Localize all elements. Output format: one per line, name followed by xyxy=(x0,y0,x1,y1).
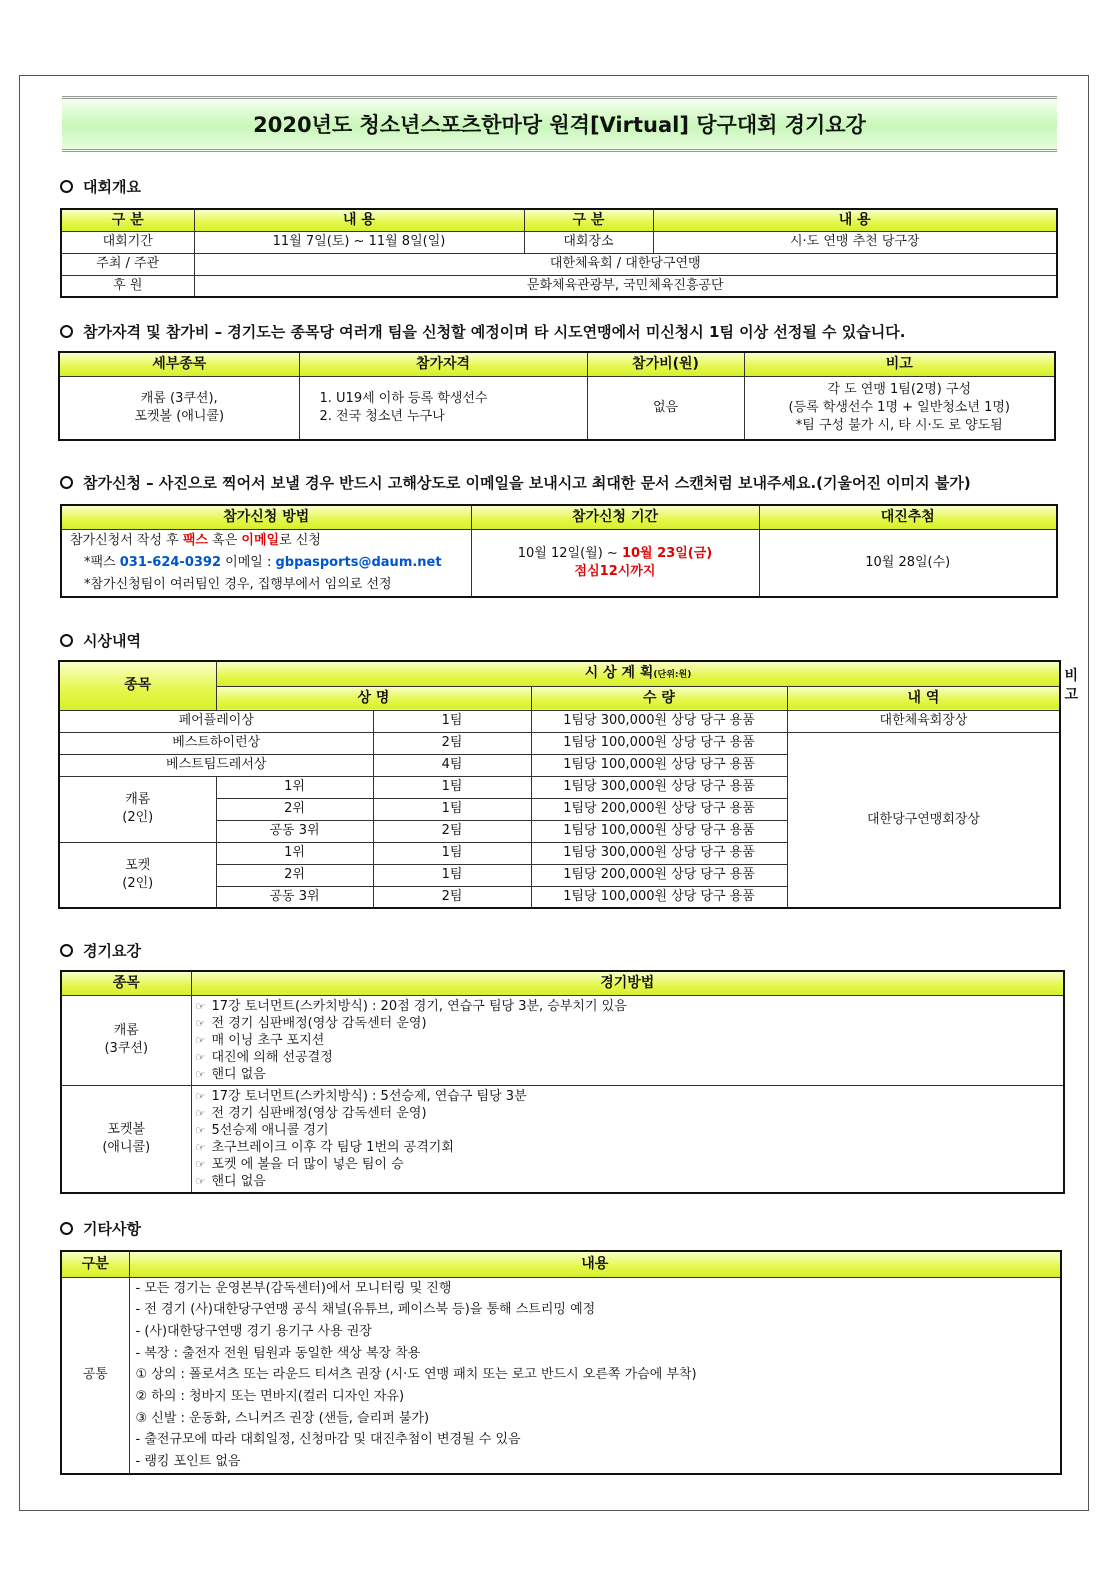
overview-table xyxy=(60,208,1058,298)
section-heading-text: 참가신청 – 사진으로 찍어서 보낼 경우 반드시 고해상도로 이메일을 보내시고 최대한 문서 스캔처럼 보내주세요.(기울어진 이미지 불가) xyxy=(83,473,971,492)
carom-rules-cell xyxy=(191,995,1064,1085)
section-heading-text: 기타사항 xyxy=(83,1219,141,1238)
event-line: 포켓볼 (애니콜) xyxy=(134,408,225,424)
misc-item: ① 상의 : 폴로셔츠 또는 라운드 티셔츠 권장 (시·도 연맹 패치 또는 로고 반드시 오른쪽 가슴에 부착) xyxy=(135,1367,697,1383)
label-line: (3쿠션) xyxy=(104,1041,149,1056)
method-text: 혹은 xyxy=(208,532,242,548)
award-qty: 1팀 xyxy=(373,776,531,798)
rule-text: 전 경기 심판배정(영상 감독센터 운영) xyxy=(211,1105,427,1121)
sponsor-label: 후 원 xyxy=(61,275,194,297)
period-deadline: 점심12시까지 xyxy=(574,563,656,579)
awards-table: 종목 시 상 계 획(단위:원) 비 고 상 명 수 량 내 역 페어플레이상 1팀 1팀당 300,000원 상당 당구 용품 대한체육회장상 베스트하이런상 2팀 1팀당 100,000원 상당 당구 용품 대한당구연맹회장상 베스트팀드레서상 4팀 1팀당 100,000원 상당 당구 용품 캐롬 (2인) 1위 1팀 1팀당 300,000원 상당 당구 용품 2위 1팀 1팀당 200,000원 상당 당구 용품 공동 3위 2팀 1팀당 100,000원 상당 당구 용품 포켓 (2인) 1위 1팀 1팀당 300,000원 상당 당구 용품 2위 1팀 1팀당 200,000원 상당 당구 용품 공동 3위 2팀 1팀당 100,000원 상당 당구 용품 xyxy=(58,660,1061,909)
pointing-hand-icon: ☞ xyxy=(195,1157,206,1171)
rule-item xyxy=(196,1139,1060,1156)
period-value: 11월 7일(토) ~ 11월 8일(일) xyxy=(194,231,524,253)
period-label: 대회기간 xyxy=(61,231,194,253)
rule-item xyxy=(196,1156,1060,1173)
note-line: (등록 학생선수 1명 + 일반청소년 1명) xyxy=(788,399,1010,415)
label-line: (2인) xyxy=(122,810,154,825)
circle-bullet-icon xyxy=(60,325,73,338)
award-rank: 공동 3위 xyxy=(216,886,373,908)
rule-item xyxy=(196,1032,1060,1049)
period-cell xyxy=(471,529,759,597)
section-heading-misc xyxy=(60,1218,141,1238)
misc-item: - 랭킹 포인트 없음 xyxy=(135,1454,241,1470)
header-cell: 참가신청 방법 xyxy=(61,505,471,529)
rule-item xyxy=(196,1105,1060,1122)
rule-text: 17강 토너먼트(스카치방식) : 5선승제, 연습구 팀당 3분 xyxy=(211,1088,527,1104)
award-detail: 1팀당 300,000원 상당 당구 용품 xyxy=(531,776,787,798)
header-cell: 참가자격 xyxy=(299,352,587,376)
qualification-line: 1. U19세 이하 등록 학생선수 xyxy=(319,391,488,407)
section-heading-rules xyxy=(60,940,141,960)
rule-text: 5선승제 애니콜 경기 xyxy=(211,1122,329,1138)
event-line: 캐롬 (3쿠션), xyxy=(140,391,218,407)
misc-content-cell xyxy=(129,1277,1061,1474)
rule-text: 17강 토너먼트(스카치방식) : 20점 경기, 연습구 팀당 3분, 승부치기 있음 xyxy=(211,998,627,1014)
header-cell: 참가신청 기간 xyxy=(471,505,759,529)
award-rank: 공동 3위 xyxy=(216,820,373,842)
sponsor-value: 문화체육관광부, 국민체육진흥공단 xyxy=(194,275,1057,297)
award-name: 베스트팀드레서상 xyxy=(59,754,373,776)
method-cell xyxy=(61,529,471,597)
award-qty: 4팀 xyxy=(373,754,531,776)
award-qty: 1팀 xyxy=(373,842,531,864)
draw-date-cell: 10월 28일(수) xyxy=(759,529,1057,597)
award-name: 페어플레이상 xyxy=(59,710,373,732)
section-heading-eligibility xyxy=(60,321,905,341)
pointing-hand-icon: ☞ xyxy=(195,1106,206,1120)
header-cell: 비고 xyxy=(744,352,1055,376)
label-line: (애니콜) xyxy=(102,1139,151,1155)
pocket-event-cell xyxy=(61,1085,191,1193)
note-line: 각 도 연맹 1팀(2명) 구성 xyxy=(827,382,972,398)
award-qty: 1팀 xyxy=(373,710,531,732)
header-cell: 구 분 xyxy=(524,209,653,231)
header-cell: 내 용 xyxy=(194,209,524,231)
rule-item xyxy=(196,1015,1060,1032)
rule-text: 대진에 의해 선공결정 xyxy=(211,1049,333,1065)
label-line: (2인) xyxy=(122,875,154,891)
award-detail: 1팀당 100,000원 상당 당구 용품 xyxy=(531,732,787,754)
email-address[interactable]: gbpasports@daum.net xyxy=(275,554,442,570)
award-note: 대한당구연맹회장상 xyxy=(787,732,1060,908)
award-detail: 1팀당 100,000원 상당 당구 용품 xyxy=(531,886,787,908)
misc-item: - 전 경기 (사)대한당구연맹 공식 채널(유튜브, 페이스북 등)을 통해 스트리밍 예정 xyxy=(135,1302,596,1318)
header-cell: 구 분 xyxy=(61,209,194,231)
award-rank: 1위 xyxy=(216,842,373,864)
pointing-hand-icon: ☞ xyxy=(195,1174,206,1188)
header-cell: 구분 xyxy=(61,1251,129,1277)
misc-item: ③ 신발 : 운동화, 스니커즈 권장 (샌들, 슬리퍼 불가) xyxy=(135,1410,430,1426)
misc-label: 공통 xyxy=(61,1277,129,1474)
section-heading-text: 대회개요 xyxy=(83,177,141,196)
misc-table xyxy=(60,1250,1062,1475)
rule-text: 포켓 에 볼을 더 많이 넣은 팀이 승 xyxy=(211,1156,404,1172)
carom-label xyxy=(59,776,216,842)
pocket-rules-cell xyxy=(191,1085,1064,1193)
header-cell: 대진추첨 xyxy=(759,505,1057,529)
header-cell xyxy=(216,661,1060,686)
award-detail: 1팀당 200,000원 상당 당구 용품 xyxy=(531,864,787,886)
venue-value: 시·도 연맹 추천 당구장 xyxy=(653,231,1057,253)
rule-item xyxy=(196,1088,1060,1105)
qualification-line: 2. 전국 청소년 누구나 xyxy=(319,408,445,424)
pointing-hand-icon: ☞ xyxy=(195,1089,206,1103)
award-qty: 1팀 xyxy=(373,798,531,820)
eligibility-table xyxy=(58,351,1056,441)
award-name: 베스트하이런상 xyxy=(59,732,373,754)
label-line: 포켓 xyxy=(125,858,151,874)
document-title: 2020년도 청소년스포츠한마당 원격[Virtual] 당구대회 경기요강 xyxy=(62,96,1057,152)
rule-text: 매 이닝 초구 포지션 xyxy=(211,1032,325,1048)
award-detail: 1팀당 300,000원 상당 당구 용품 xyxy=(531,710,787,732)
rule-item xyxy=(196,1122,1060,1139)
method-note: *참가신청팀이 여러팀인 경우, 집행부에서 임의로 선정 xyxy=(84,576,392,592)
misc-item: - 복장 : 출전자 전원 팀원과 동일한 색상 복장 착용 xyxy=(135,1345,421,1361)
pointing-hand-icon: ☞ xyxy=(195,1033,206,1047)
email-label: 이메일 : xyxy=(221,554,276,570)
label-line: 캐롬 xyxy=(113,1023,139,1039)
misc-item: ② 하의 : 청바지 또는 면바지(컬러 디자인 자유) xyxy=(135,1389,405,1405)
method-text: 참가신청서 작성 후 xyxy=(70,532,183,548)
period-end: 10월 23일(금) xyxy=(621,546,713,562)
circle-bullet-icon xyxy=(60,180,73,193)
header-cell: 종목 xyxy=(59,661,216,710)
method-line xyxy=(70,530,467,552)
circle-bullet-icon xyxy=(60,476,73,489)
pocket-label xyxy=(59,842,216,908)
note-line: *팀 구성 불가 시, 타 시·도 로 양도됨 xyxy=(795,417,1003,433)
award-qty: 2팀 xyxy=(373,820,531,842)
header-cell: 내 역 xyxy=(787,686,1060,710)
award-qty: 1팀 xyxy=(373,864,531,886)
rule-item xyxy=(196,998,1060,1015)
method-text: 로 신청 xyxy=(279,532,321,548)
header-cell: 내용 xyxy=(129,1251,1061,1277)
header-cell: 종목 xyxy=(61,971,191,995)
misc-item: - 출전규모에 따라 대회일정, 신청마감 및 대진추첨이 변경될 수 있음 xyxy=(135,1432,521,1448)
plan-heading: 시 상 계 획 xyxy=(584,665,654,682)
application-table xyxy=(60,504,1058,598)
circle-bullet-icon xyxy=(60,634,73,647)
pointing-hand-icon: ☞ xyxy=(195,1016,206,1030)
fax-number: 031-624-0392 xyxy=(119,554,221,570)
pointing-hand-icon: ☞ xyxy=(195,1050,206,1064)
award-rank: 2위 xyxy=(216,864,373,886)
host-label: 주최 / 주관 xyxy=(61,253,194,275)
award-rank: 1위 xyxy=(216,776,373,798)
header-cell: 수 량 xyxy=(531,686,787,710)
period-line xyxy=(476,545,755,563)
rule-text: 초구브레이크 이후 각 팀당 1번의 공격기회 xyxy=(211,1139,454,1155)
circle-bullet-icon xyxy=(60,1222,73,1235)
section-heading-text: 참가자격 및 참가비 – 경기도는 종목당 여러개 팀을 신청할 예정이며 타 시도연맹에서 미신청시 1팀 이상 선정될 수 있습니다. xyxy=(83,322,906,341)
award-note: 대한체육회장상 xyxy=(787,710,1060,732)
header-cell: 참가비(원) xyxy=(587,352,744,376)
header-cell: 내 용 xyxy=(653,209,1057,231)
rule-text: 핸디 없음 xyxy=(211,1173,266,1189)
award-qty: 2팀 xyxy=(373,886,531,908)
rule-item xyxy=(196,1066,1060,1083)
award-qty: 2팀 xyxy=(373,732,531,754)
fee-cell: 없음 xyxy=(587,376,744,440)
pointing-hand-icon: ☞ xyxy=(195,1123,206,1137)
rule-item xyxy=(196,1173,1060,1190)
event-cell xyxy=(59,376,299,440)
rule-text: 전 경기 심판배정(영상 감독센터 운영) xyxy=(211,1015,427,1031)
header-cell: 상 명 xyxy=(216,686,531,710)
pointing-hand-icon: ☞ xyxy=(195,1140,206,1154)
misc-item: - (사)대한당구연맹 경기 용기구 사용 권장 xyxy=(135,1323,372,1339)
award-detail: 1팀당 200,000원 상당 당구 용품 xyxy=(531,798,787,820)
rule-item xyxy=(196,1049,1060,1066)
label-line: 캐롬 xyxy=(125,792,151,808)
section-heading-text: 경기요강 xyxy=(83,941,141,960)
award-detail: 1팀당 100,000원 상당 당구 용품 xyxy=(531,820,787,842)
pointing-hand-icon: ☞ xyxy=(195,1067,206,1081)
header-cell: 세부종목 xyxy=(59,352,299,376)
venue-label: 대회장소 xyxy=(524,231,653,253)
section-heading-text: 시상내역 xyxy=(83,631,141,650)
label-line: 포켓볼 xyxy=(107,1122,146,1138)
note-cell xyxy=(744,376,1055,440)
section-heading-overview xyxy=(60,176,141,196)
circle-bullet-icon xyxy=(60,944,73,957)
unit-label: (단위:원) xyxy=(653,670,692,681)
header-cell: 경기방법 xyxy=(191,971,1064,995)
pointing-hand-icon: ☞ xyxy=(195,999,206,1013)
qualification-cell xyxy=(299,376,587,440)
period-start: 10월 12일(월) ~ xyxy=(517,546,622,562)
award-detail: 1팀당 300,000원 상당 당구 용품 xyxy=(531,842,787,864)
fax-label: *팩스 xyxy=(84,554,120,570)
rule-text: 핸디 없음 xyxy=(211,1066,266,1082)
rules-table xyxy=(60,970,1065,1194)
misc-item: - 모든 경기는 운영본부(감독센터)에서 모니터링 및 진행 xyxy=(135,1280,452,1296)
host-value: 대한체육회 / 대한당구연맹 xyxy=(194,253,1057,275)
section-heading-application xyxy=(60,472,971,492)
fax-highlight: 팩스 xyxy=(182,532,208,548)
contact-line xyxy=(70,552,467,574)
award-detail: 1팀당 100,000원 상당 당구 용품 xyxy=(531,754,787,776)
section-heading-awards xyxy=(60,630,141,650)
email-highlight: 이메일 xyxy=(241,532,280,548)
carom-event-cell xyxy=(61,995,191,1085)
award-rank: 2위 xyxy=(216,798,373,820)
